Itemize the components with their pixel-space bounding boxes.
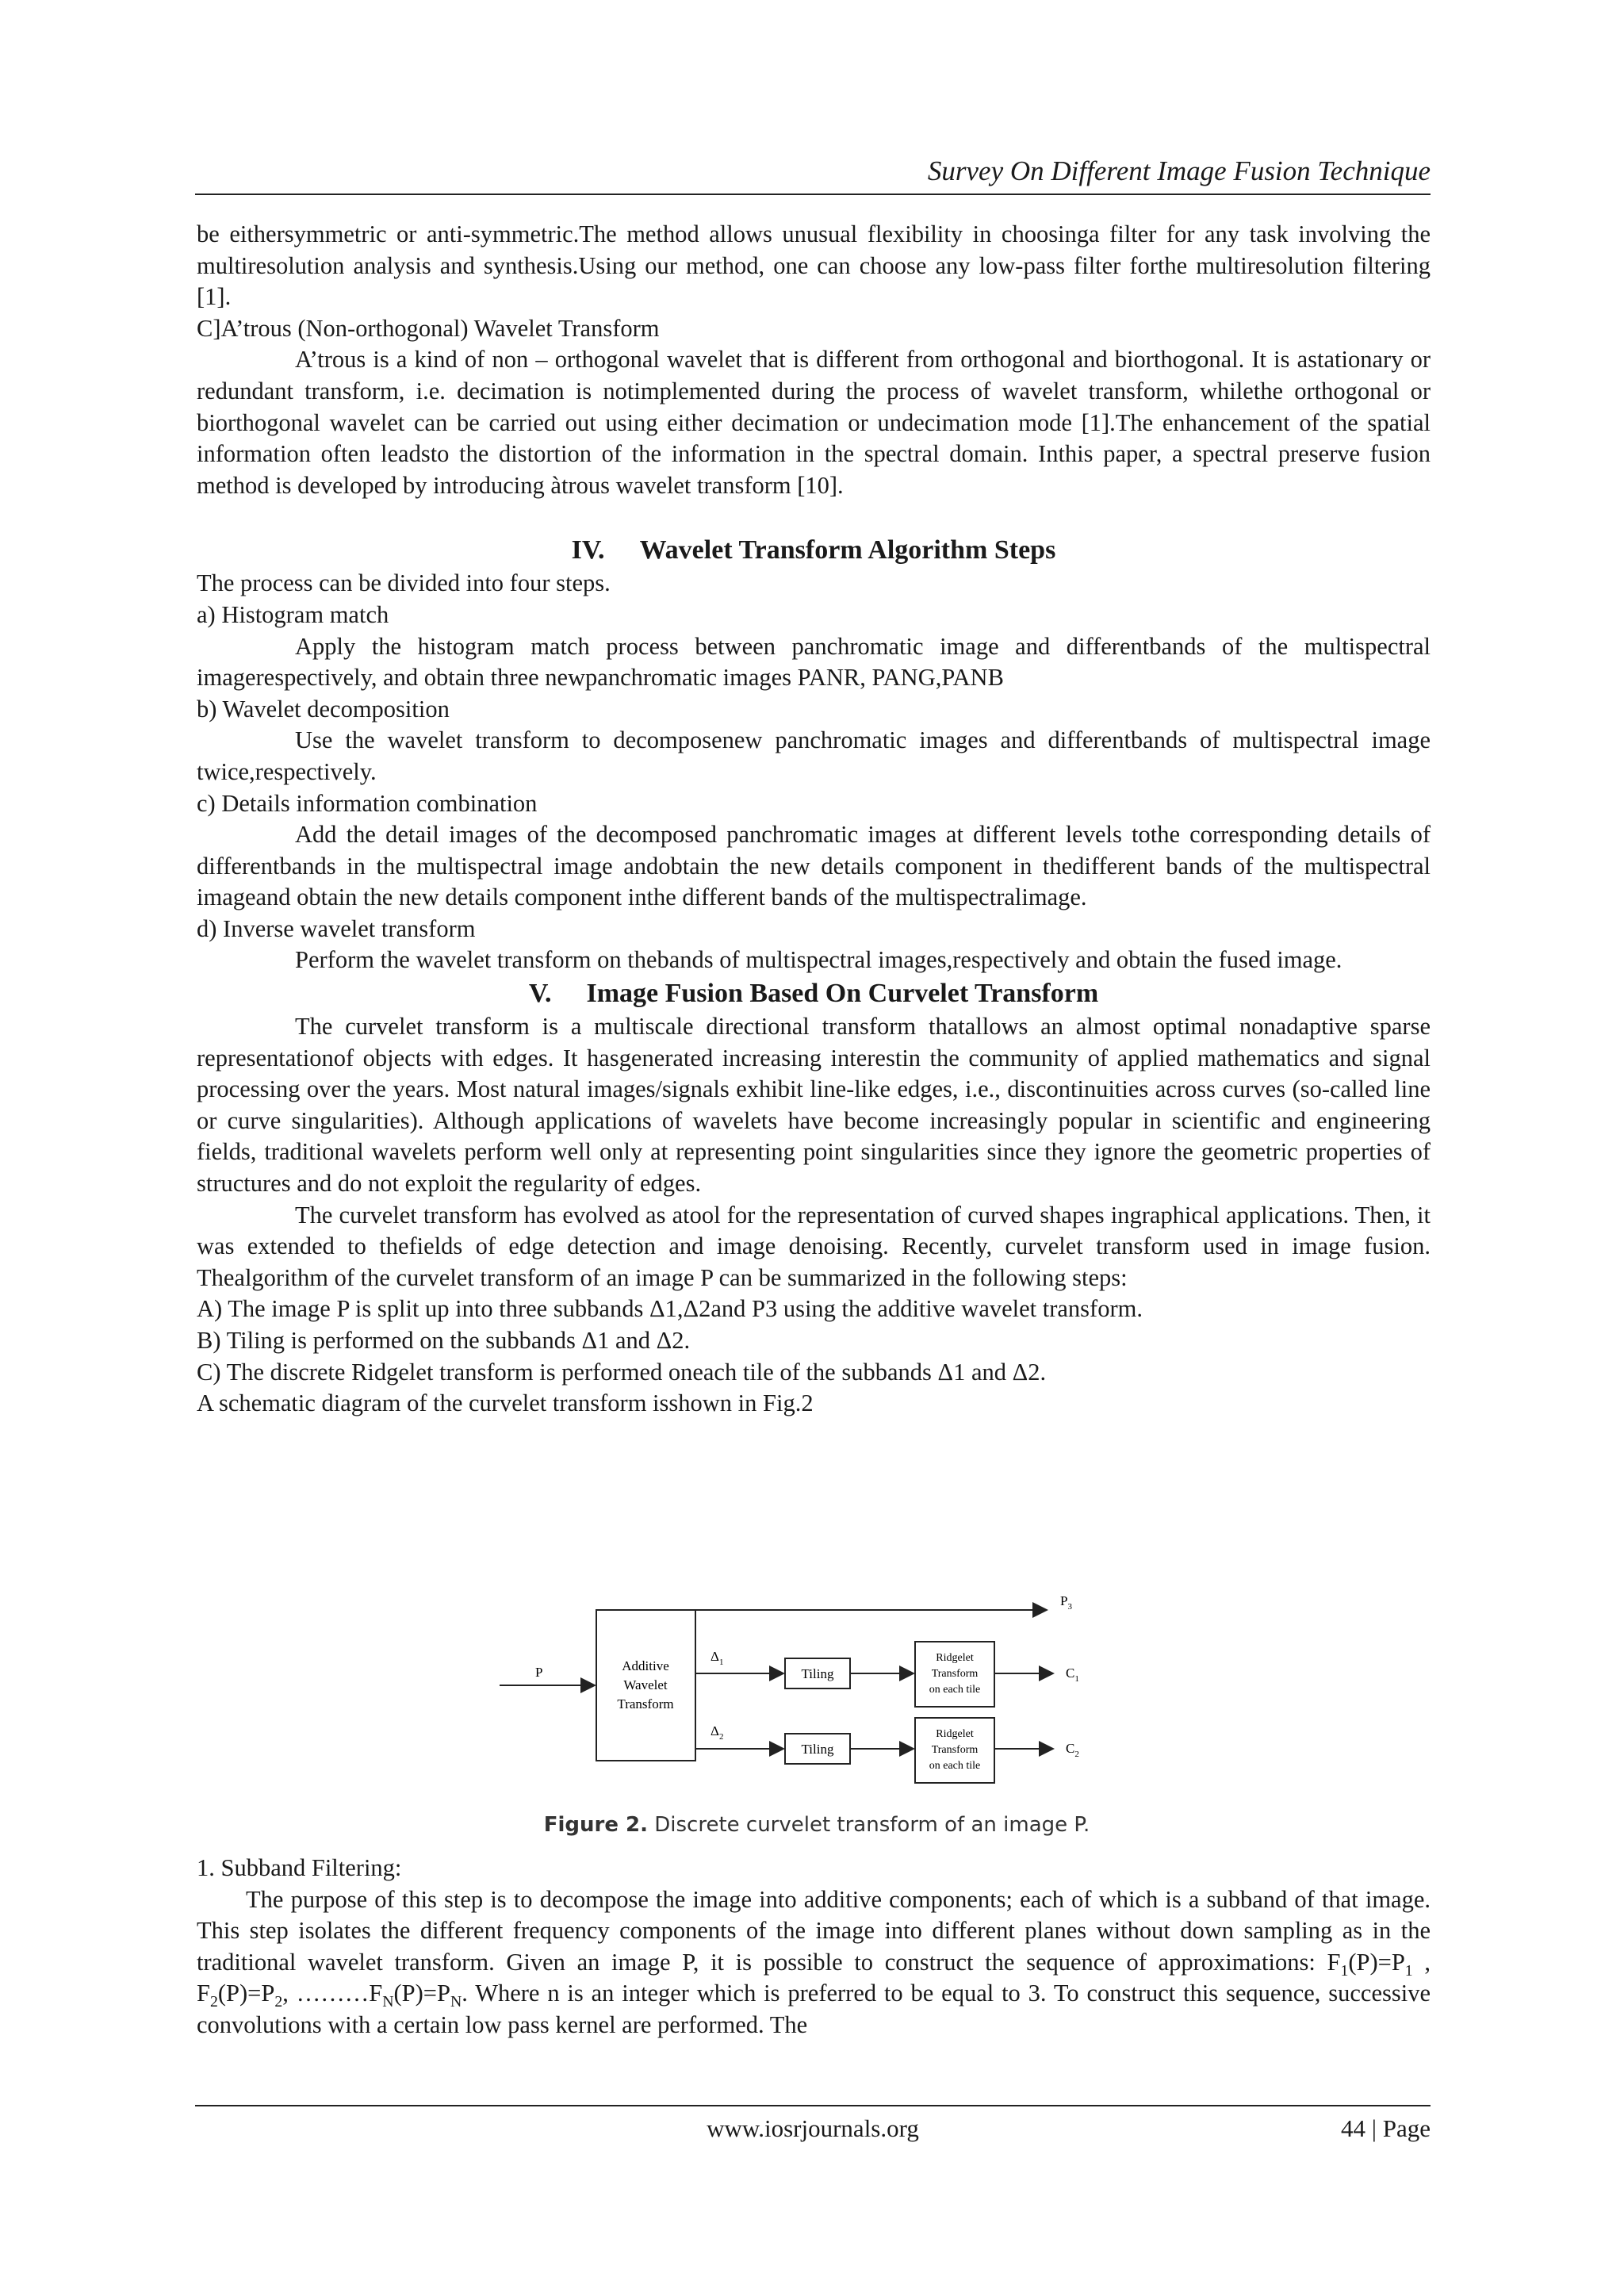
awt-label: Additive [622, 1658, 669, 1673]
section-title: Image Fusion Based On Curvelet Transform [586, 979, 1099, 1009]
d2-label: $\Delta_2$ [710, 1723, 724, 1742]
d1-label: $\Delta_1$ [710, 1649, 724, 1667]
paragraph: The purpose of this step is to decompose the image into additive components; each of which is a subband of that image. This step isolates the different frequency components of the image into different planes without down sampling as in the traditional wavelet transform. Given an image P, it is possible to construct the sequence of approximations: $F_1(P)=P_1$ , $F_2(P)=P_2$, $\dots\dots\dots F_N(P)=P_N$. Where n is an integer which is preferred to be equal to 3. To construct this sequence, successive convolutions with a certain low pass kernel are performed. The [197, 1885, 1431, 2038]
page-number: 44 | Page [1341, 2114, 1431, 2142]
step-item: A) The image P is split up into three subbands Δ1,Δ2and P3 using the additive wavelet transform. [197, 1295, 1143, 1323]
step-item: B) Tiling is performed on the subbands Δ1 and Δ2. [197, 1327, 691, 1354]
list-item-heading: 1. Subband Filtering: [197, 1854, 402, 1881]
c2-label: $C_2$ [1066, 1741, 1079, 1759]
subsection-heading: C]A’trous (Non-orthogonal) Wavelet Transform [197, 314, 660, 342]
section-5-heading [197, 976, 1431, 1011]
ridgelet-label: on each tile [929, 1760, 981, 1772]
step-heading: c) Details information combination [197, 789, 538, 817]
ridgelet-label: Ridgelet [936, 1728, 974, 1740]
journal-url: www.iosrjournals.org [707, 2114, 919, 2142]
page-header [195, 151, 1431, 195]
ridgelet-label: Transform [931, 1744, 979, 1756]
main-text-continued [197, 1853, 1431, 2041]
paragraph: Use the wavelet transform to decomposenew panchromatic images and differentbands of multispectral image twice,respectively. [197, 726, 1431, 785]
section-number: V. [528, 979, 552, 1009]
paragraph: be eithersymmetric or anti-symmetric.The method allows unusual flexibility in choosinga filter for any task involving the multiresolution analysis and synthesis.Using our method, one can choose any low-pass filter forthe multiresolution filtering [1]. [197, 220, 1431, 311]
ridgelet-label: on each tile [929, 1684, 981, 1696]
curvelet-diagram [476, 1578, 1158, 1808]
p3-label: $P_3$ [1060, 1593, 1072, 1612]
paragraph: A schematic diagram of the curvelet transform isshown in Fig.2 [197, 1389, 814, 1417]
step-heading: d) Inverse wavelet transform [197, 914, 476, 942]
step-heading: b) Wavelet decomposition [197, 695, 450, 723]
figure-2 [476, 1578, 1158, 1848]
main-text [197, 219, 1431, 1420]
tiling-label: Tiling [801, 1666, 834, 1681]
page-footer [195, 2105, 1431, 2142]
paragraph: A’trous is a kind of non – orthogonal wavelet that is different from orthogonal and biorthogonal. It is astationary or redundant transform, i.e. decimation is notimplemented during the process of wavelet transform, whilethe orthogonal or biorthogonal wavelet can be carried out using either decimation or undecimation mode [1].The enhancement of the spatial information often leadsto the distortion of the information in the spectral domain. Inthis paper, a spectral preserve fusion method is developed by introducing àtrous wavelet transform [10]. [197, 346, 1431, 499]
awt-label: Wavelet [623, 1677, 668, 1692]
section-4-heading [197, 533, 1431, 568]
step-item: C) The discrete Ridgelet transform is performed oneach tile of the subbands Δ1 and Δ2. [197, 1358, 1047, 1386]
figure-caption: Figure 2. Discrete curvelet transform of an image P. [543, 1813, 1090, 1837]
paragraph: The curvelet transform is a multiscale directional transform thatallows an almost optimal nonadaptive sparse representationof objects with edges. It hasgenerated increasing interestin the community of applied mathematics and signal processing over the years. Most natural images/signals exhibit line-like edges, i.e., discontinuities across curves (so-called line or curve singularities). Although applications of wavelets have become increasingly popular in scientific and engineering fields, traditional wavelets perform well only at representing point singularities since they ignore the geometric properties of structures and do not exploit the regularity of edges. [197, 1013, 1431, 1198]
section-title: Wavelet Transform Algorithm Steps [639, 535, 1056, 565]
tiling-label: Tiling [801, 1742, 834, 1757]
paragraph: Perform the wavelet transform on thebands of multispectral images,respectively and obtain the fused image. [295, 946, 1342, 974]
section-number: IV. [571, 535, 605, 565]
paragraph: The process can be divided into four steps. [197, 569, 611, 597]
paragraph: Apply the histogram match process between panchromatic image and differentbands of the multispectral imagerespectively, and obtain three newpanchromatic images PANR, PANG,PANB [197, 632, 1431, 692]
paragraph: The curvelet transform has evolved as atool for the representation of curved shapes ingraphical applications. Then, it was extended to thefields of edge detection and image denoising. Recently, curvelet transform used in image fusion. Thealgorithm of the curvelet transform of an image P can be summarized in the following steps: [197, 1201, 1431, 1291]
awt-label: Transform [617, 1696, 674, 1711]
c1-label: $C_1$ [1066, 1665, 1079, 1684]
input-label: P [535, 1665, 543, 1680]
ridgelet-label: Transform [931, 1668, 979, 1680]
ridgelet-label: Ridgelet [936, 1652, 974, 1664]
paragraph: Add the detail images of the decomposed panchromatic images at different levels tothe corresponding details of differentbands in the multispectral image andobtain the new details component in thedifferent bands of the multispectral imageand obtain the new details component inthe different bands of the multispectralimage. [197, 821, 1431, 911]
step-heading: a) Histogram match [197, 600, 389, 628]
running-title: Survey On Different Image Fusion Technique [927, 155, 1431, 186]
